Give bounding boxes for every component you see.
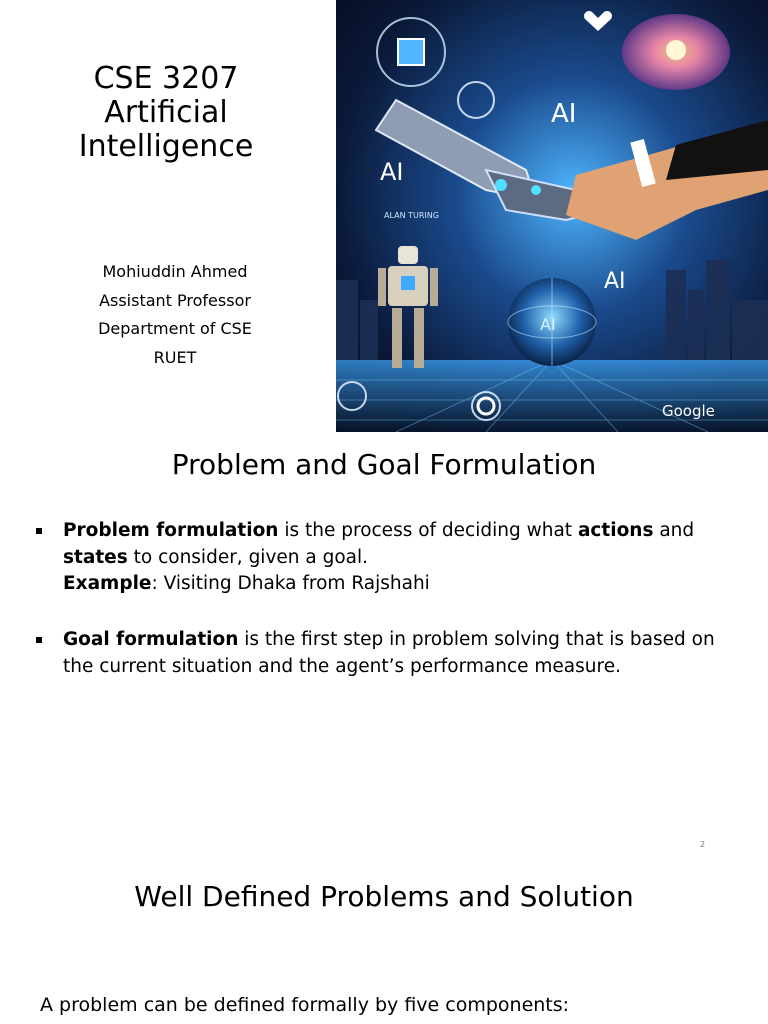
term-actions: actions — [577, 520, 654, 541]
intro-text: A problem can be defined formally by five components: — [40, 994, 570, 1016]
well-defined-problems-slide — [0, 864, 768, 1024]
course-title-line: CSE 3207 — [93, 61, 239, 96]
ai-handshake-illustration — [336, 0, 768, 432]
author-name: Mohiuddin Ahmed — [102, 262, 248, 281]
slide-title: Problem and Goal Formulation — [171, 448, 597, 481]
bullet-text-part: is the first step in problem solving that is based on the current situation and the agent’s performance measure. — [63, 629, 715, 677]
course-title — [40, 62, 292, 164]
bullet-text-part: to consider, given a goal. — [127, 546, 369, 568]
course-title-line: Artificial — [104, 95, 228, 130]
hero-artwork — [336, 0, 768, 432]
bullet-text — [63, 627, 726, 680]
author-department: Department of CSE — [98, 319, 252, 338]
term-goal-formulation: Goal formulation — [63, 629, 239, 650]
bullet-text-part: is the process of deciding what — [278, 520, 578, 541]
author-info — [60, 258, 290, 372]
human-hand — [566, 120, 768, 240]
title-slide — [0, 0, 768, 432]
bullet-marker — [36, 528, 42, 534]
author-institution: RUET — [153, 347, 197, 367]
alan-turing-label: ALAN TURING — [384, 211, 439, 220]
example-label: Example — [63, 573, 152, 594]
robot-figure — [378, 246, 438, 368]
bullet-text — [63, 518, 726, 598]
google-logo: Google — [662, 402, 715, 420]
slide-title: Well Defined Problems and Solution — [134, 880, 634, 913]
ai-label: AI — [551, 99, 577, 129]
ai-label: AI — [380, 158, 404, 186]
author-position: Assistant Professor — [99, 290, 251, 310]
ai-label: AI — [604, 269, 626, 294]
ai-label: AI — [540, 315, 556, 334]
heart-icon — [584, 11, 612, 31]
bullet-marker — [36, 637, 42, 643]
course-title-line: Intelligence — [78, 129, 254, 164]
example-text: : Visiting Dhaka from Rajshahi — [151, 573, 430, 594]
page-number: 2 — [700, 840, 706, 849]
term-problem-formulation: Problem formulation — [63, 520, 279, 541]
bullet-problem-formulation — [36, 518, 726, 598]
bullet-text-part: and — [653, 520, 695, 541]
problem-goal-slide — [0, 432, 768, 864]
term-states: states — [63, 546, 128, 568]
bullet-goal-formulation — [36, 627, 726, 680]
